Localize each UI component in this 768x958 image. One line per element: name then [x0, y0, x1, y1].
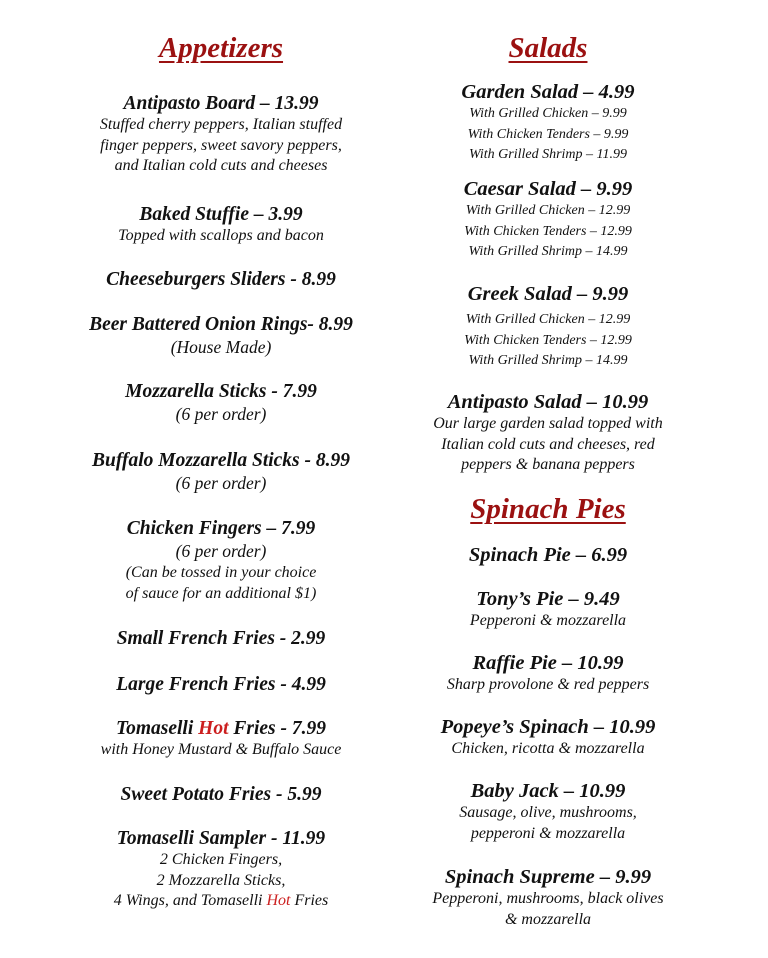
item-addon: With Chicken Tenders – 9.99 — [467, 126, 629, 142]
item-name: Baby Jack – 10.99 — [470, 780, 626, 802]
item-name: Greek Salad – 9.99 — [467, 283, 629, 305]
item-addon: With Chicken Tenders – 12.99 — [464, 223, 632, 239]
menu-item-onion-rings — [62, 313, 380, 359]
item-description: Chicken, ricotta & mozzarella — [451, 740, 645, 757]
item-note: (6 per order) — [175, 473, 267, 493]
item-addon: With Grilled Chicken – 12.99 — [465, 312, 631, 327]
item-name: Mozzarella Sticks - 7.99 — [125, 381, 317, 402]
menu-item-sliders — [62, 268, 380, 291]
item-description: with Honey Mustard & Buffalo Sauce — [100, 741, 342, 758]
appetizers-heading: Appetizers — [158, 32, 284, 64]
item-addon: With Grilled Shrimp – 14.99 — [468, 353, 628, 368]
item-description: pepperoni & mozzarella — [470, 824, 626, 842]
item-description: 2 Mozzarella Sticks, — [156, 871, 286, 889]
item-name: Buffalo Mozzarella Sticks - 8.99 — [91, 450, 351, 471]
menu-item-baked-stuffie — [62, 203, 380, 247]
item-description: finger peppers, sweet savory peppers, — [100, 136, 342, 154]
menu-item-chicken-fingers — [62, 517, 380, 604]
menu-item-sampler — [62, 827, 380, 912]
item-description: peppers & banana peppers — [461, 456, 635, 473]
item-name: Antipasto Salad – 10.99 — [447, 391, 649, 413]
item-addon: With Grilled Shrimp – 11.99 — [468, 147, 628, 162]
hot-label: Hot — [266, 892, 291, 909]
item-note: (6 per order) — [175, 541, 267, 561]
item-name: Garden Salad – 4.99 — [461, 81, 635, 103]
item-addon: With Grilled Shrimp – 14.99 — [468, 244, 628, 259]
menu-item-antipasto-salad — [398, 391, 698, 476]
item-name: Popeye’s Spinach – 10.99 — [440, 716, 656, 738]
item-addon: With Grilled Chicken – 9.99 — [469, 106, 627, 121]
item-name: Tony’s Pie – 9.49 — [476, 588, 620, 610]
item-description: and Italian cold cuts and cheeses — [114, 157, 328, 174]
item-note: (6 per order) — [175, 404, 267, 424]
menu-item-caesar-salad — [398, 178, 698, 263]
item-name: Spinach Supreme – 9.99 — [444, 866, 652, 888]
menu-item-buffalo-mozzarella — [62, 449, 380, 495]
menu-item-small-fries — [62, 627, 380, 650]
item-description: Pepperoni & mozzarella — [469, 612, 627, 629]
item-name: Spinach Pie – 6.99 — [468, 544, 628, 566]
menu-item-garden-salad — [398, 81, 698, 166]
menu-item-mozzarella-sticks — [62, 380, 380, 426]
item-name: Raffie Pie – 10.99 — [472, 652, 624, 674]
salads-heading: Salads — [508, 32, 588, 64]
menu-item-hot-fries — [62, 717, 380, 761]
menu-item-raffie-pie — [398, 652, 698, 696]
menu-item-antipasto-board — [62, 92, 380, 177]
menu-item-spinach-pie — [398, 544, 698, 567]
item-description: (Can be tossed in your choice — [125, 564, 317, 581]
item-name: Beer Battered Onion Rings- 8.99 — [89, 314, 353, 335]
item-note: (House Made) — [170, 337, 272, 357]
item-name: Cheeseburgers Sliders - 8.99 — [106, 269, 336, 290]
item-name: Baked Stuffie – 3.99 — [139, 204, 303, 225]
menu-item-large-fries — [62, 673, 380, 696]
item-description: Sausage, olive, mushrooms, — [459, 804, 637, 821]
item-name: Antipasto Board – 13.99 — [123, 93, 319, 114]
menu-item-spinach-supreme — [398, 866, 698, 930]
item-description: 4 Wings, and Tomaselli Hot Fries — [113, 892, 329, 909]
spinach-pies-heading: Spinach Pies — [470, 493, 626, 525]
item-addon: With Grilled Chicken – 12.99 — [465, 203, 631, 218]
item-name: Chicken Fingers – 7.99 — [126, 518, 316, 539]
menu-item-tonys-pie — [398, 588, 698, 632]
item-description: Italian cold cuts and cheeses, red — [441, 435, 655, 453]
item-name: Caesar Salad – 9.99 — [463, 178, 633, 200]
item-description: Pepperoni, mushrooms, black olives — [432, 890, 664, 907]
item-name: Large French Fries - 4.99 — [116, 674, 326, 695]
item-name: Small French Fries - 2.99 — [116, 628, 326, 649]
hot-label: Hot — [198, 718, 229, 739]
item-description: Stuffed cherry peppers, Italian stuffed — [99, 116, 343, 133]
item-name: Tomaselli Hot Fries - 7.99 — [115, 718, 326, 739]
menu-item-baby-jack — [398, 780, 698, 844]
item-description: & mozzarella — [504, 910, 592, 928]
item-description: Sharp provolone & red peppers — [446, 676, 650, 693]
item-addon: With Chicken Tenders – 12.99 — [464, 332, 632, 348]
menu-item-sweet-potato-fries — [62, 783, 380, 806]
item-name: Tomaselli Sampler - 11.99 — [116, 828, 326, 849]
menu-item-popeyes-spinach — [398, 716, 698, 760]
item-description: 2 Chicken Fingers, — [159, 851, 283, 868]
item-description: Topped with scallops and bacon — [118, 227, 324, 244]
item-name: Sweet Potato Fries - 5.99 — [120, 784, 322, 805]
item-description: of sauce for an additional $1) — [125, 584, 317, 602]
item-description: Our large garden salad topped with — [433, 415, 663, 432]
menu-item-greek-salad — [398, 283, 698, 372]
